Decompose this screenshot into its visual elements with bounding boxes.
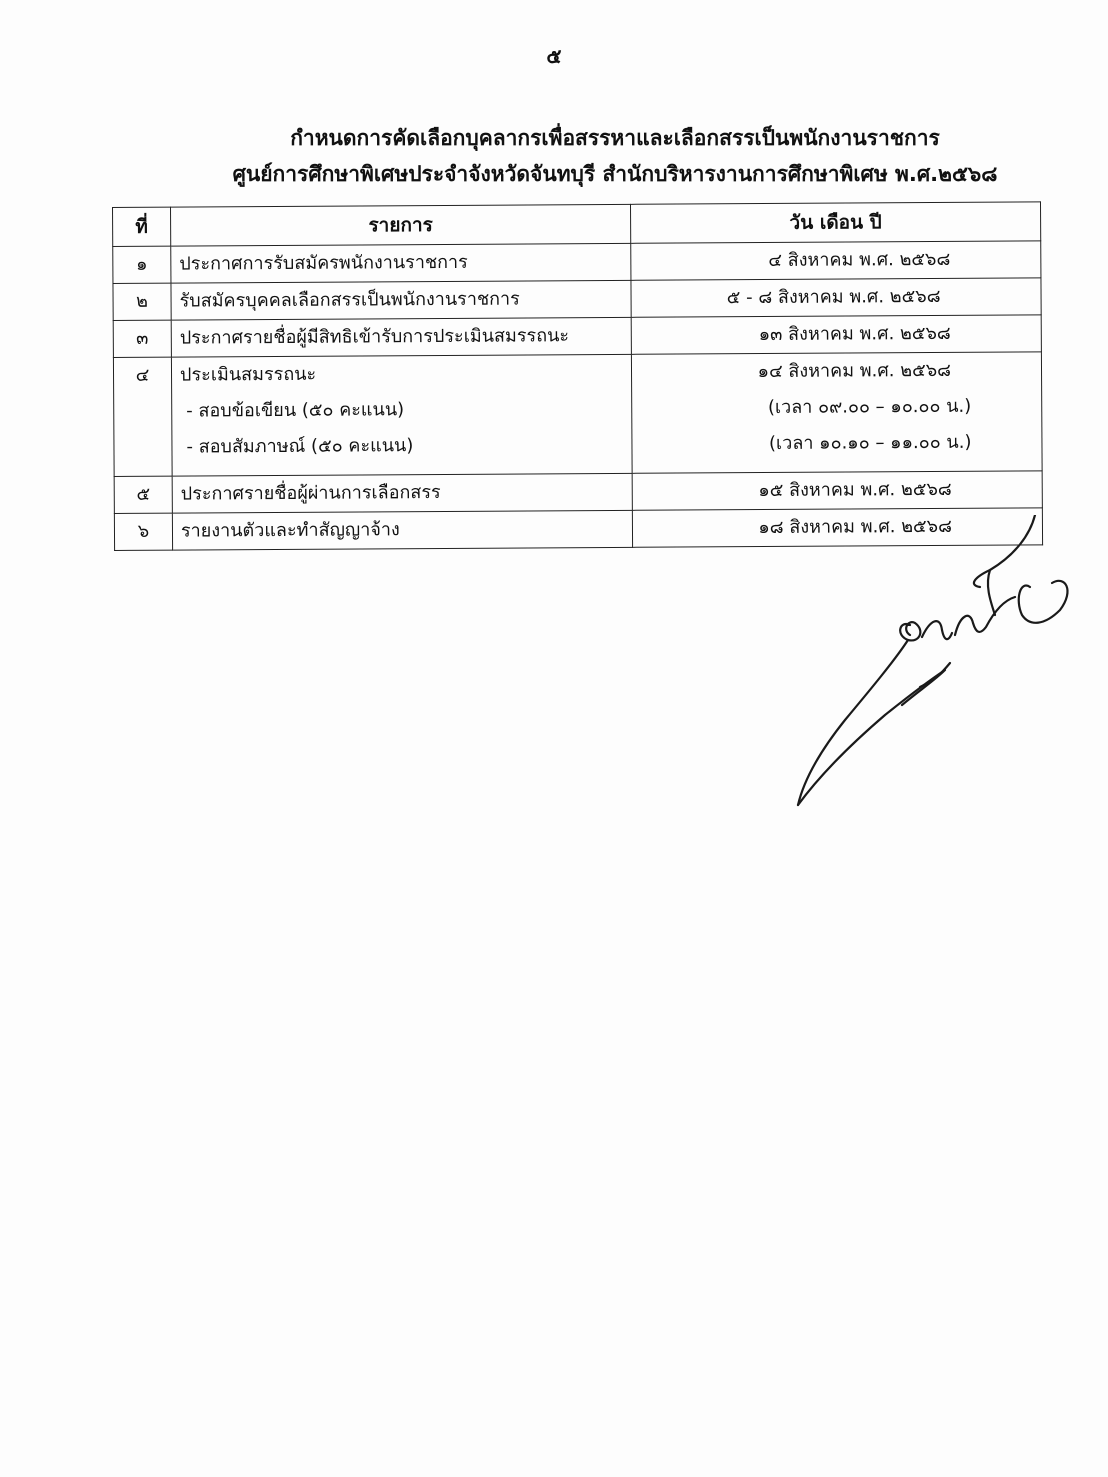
row-date: ๑๕ สิงหาคม พ.ศ. ๒๕๖๘ <box>632 471 1042 511</box>
row-no: ๔ <box>113 357 172 476</box>
table-row <box>113 352 1042 477</box>
row-date: ๔ สิงหาคม พ.ศ. ๒๕๖๘ <box>631 241 1041 281</box>
page-number: ๕ <box>546 44 562 68</box>
row-date: ๑๓ สิงหาคม พ.ศ. ๒๕๖๘ <box>631 315 1041 355</box>
row-item: รับสมัครบุคคลเลือกสรรเป็นพนักงานราชการ <box>171 280 631 320</box>
table-row <box>113 315 1041 358</box>
row-time: (เวลา ๑๐.๑๐ – ๑๑.๐๐ น.) <box>768 431 972 454</box>
row-time: (เวลา ๐๙.๐๐ – ๑๐.๐๐ น.) <box>767 395 972 418</box>
header-no: ที่ <box>113 207 171 246</box>
row-item: รายงานตัวและทำสัญญาจ้าง <box>172 510 632 550</box>
row-date-group <box>631 352 1042 474</box>
header-item: รายการ <box>171 204 631 246</box>
row-item: ประกาศรายชื่อผู้มีสิทธิเข้ารับการประเมินสมรรถนะ <box>171 317 631 357</box>
row-no: ๑ <box>113 246 171 283</box>
row-no: ๓ <box>113 320 171 357</box>
row-item: ประเมินสมรรถนะ <box>179 363 317 386</box>
row-item: ประกาศรายชื่อผู้ผ่านการเลือกสรร <box>172 473 632 513</box>
row-item: ประกาศการรับสมัครพนักงานราชการ <box>171 243 631 283</box>
row-no: ๕ <box>114 476 172 513</box>
row-date: ๑๘ สิงหาคม พ.ศ. ๒๕๖๘ <box>632 508 1042 548</box>
row-sub-item: - สอบข้อเขียน (๕๐ คะแนน) <box>186 399 405 422</box>
table-row <box>113 241 1041 284</box>
row-no: ๒ <box>113 283 171 320</box>
header-date: วัน เดือน ปี <box>630 202 1040 244</box>
row-date: ๕ - ๘ สิงหาคม พ.ศ. ๒๕๖๘ <box>631 278 1041 318</box>
handwritten-signature <box>790 515 1080 815</box>
table-header-row <box>113 202 1041 247</box>
row-sub-item: - สอบสัมภาษณ์ (๕๐ คะแนน) <box>186 435 414 458</box>
row-item-group <box>171 354 632 476</box>
table-row <box>113 278 1041 321</box>
row-no: ๖ <box>114 513 172 550</box>
table-row <box>114 471 1042 514</box>
row-date: ๑๔ สิงหาคม พ.ศ. ๒๕๖๘ <box>757 359 952 383</box>
schedule-table <box>112 201 1043 551</box>
schedule-table-container <box>112 201 1046 551</box>
document-title-line-2: ศูนย์การศึกษาพิเศษประจำจังหวัดจันทบุรี สำนักบริหารงานการศึกษาพิเศษ พ.ศ.๒๕๖๘ <box>232 162 998 186</box>
document-title-line-1: กำหนดการคัดเลือกบุคลากรเพื่อสรรหาและเลือกสรรเป็นพนักงานราชการ <box>290 126 940 150</box>
